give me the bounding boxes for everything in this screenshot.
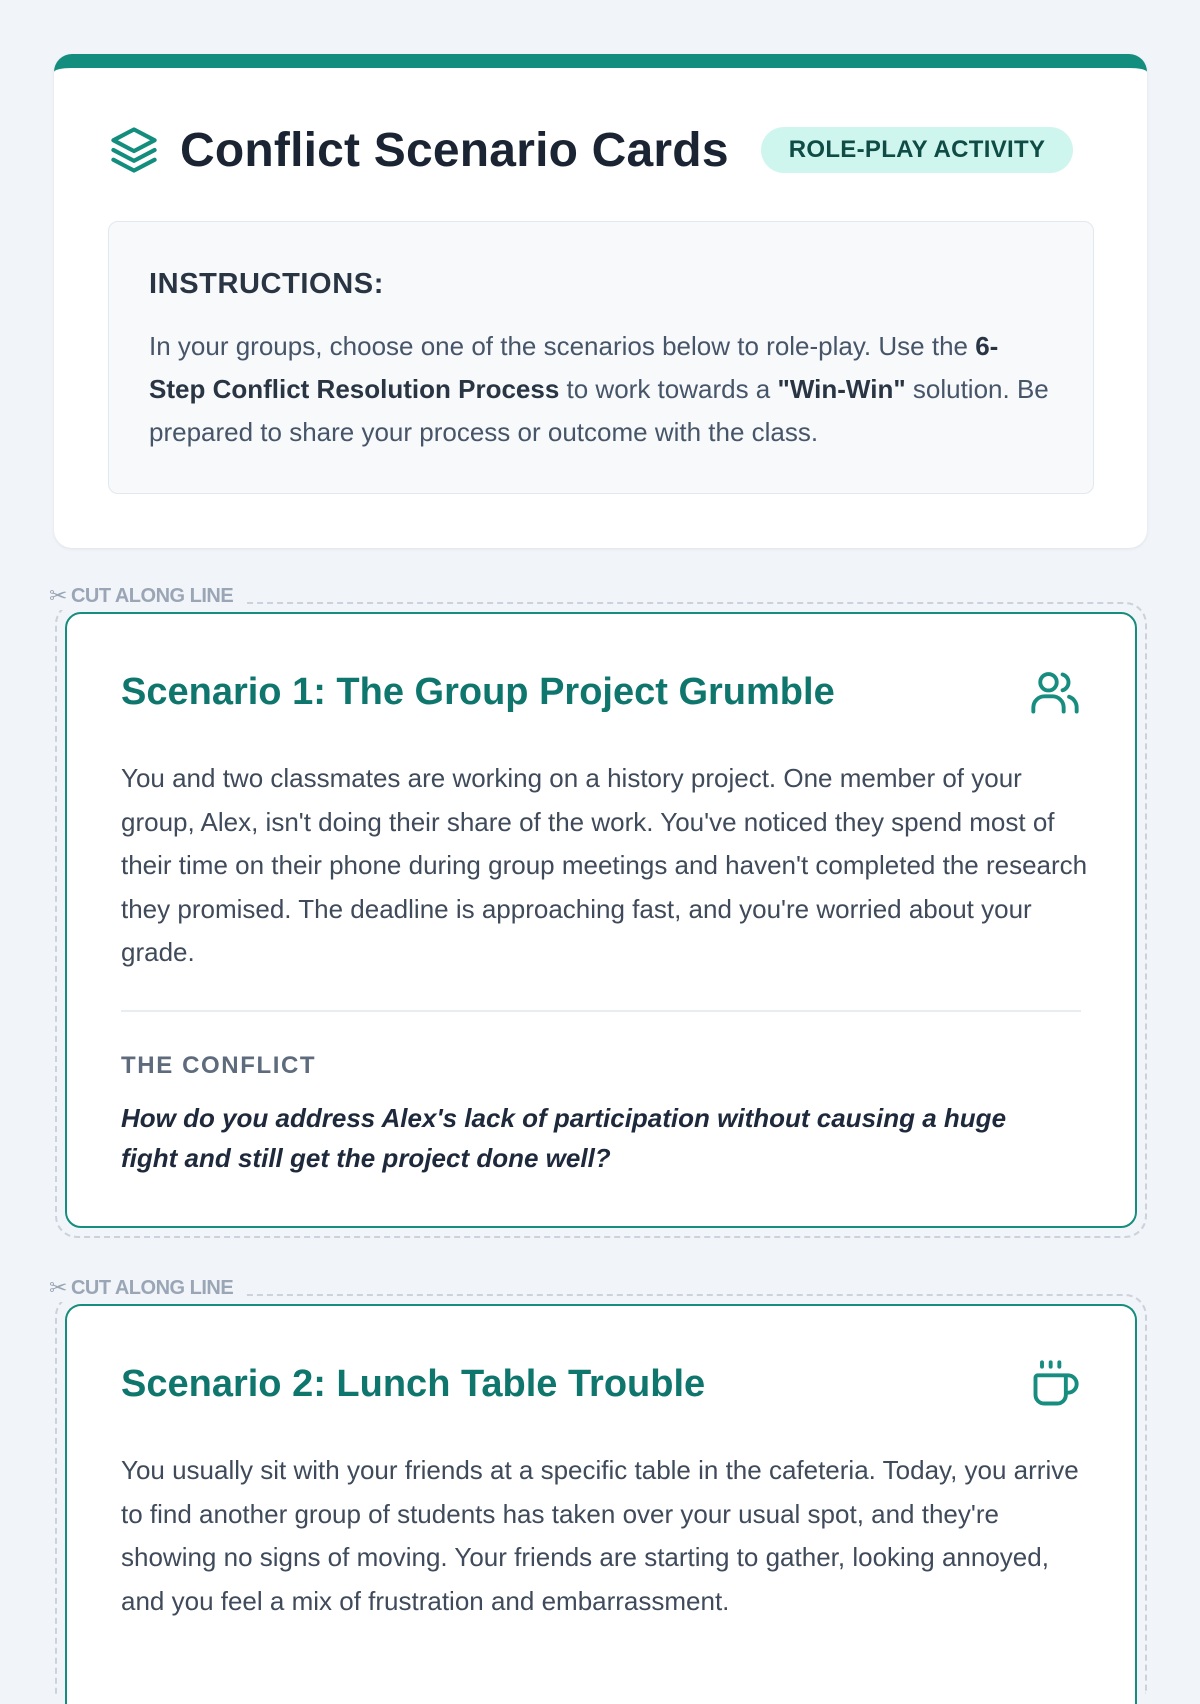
layers-icon (108, 124, 160, 176)
scissors-icon: ✂ (49, 583, 67, 608)
scenario-title: Scenario 1: The Group Project Grumble (121, 670, 835, 713)
card-header (121, 666, 1081, 718)
cut-area-scenario-1 (55, 602, 1147, 1238)
cut-label-text: CUT ALONG LINE (70, 584, 234, 607)
cut-label-text: CUT ALONG LINE (70, 1276, 234, 1299)
scissors-icon: ✂ (49, 1275, 67, 1300)
instructions-heading: INSTRUCTIONS: (149, 268, 384, 300)
instructions-text-part: solution. Be prepared to share your process or outcome with the class. (149, 374, 1049, 447)
header-card (54, 54, 1147, 548)
scenario-body: You and two classmates are working on a history project. One member of your group, Alex, isn't doing their share of the work. You've noticed they spend most of their time on their phone during group meetings and haven't completed the research they promised. The deadline is approaching fast, and you're worried about your grade. (121, 763, 1088, 967)
users-icon (1029, 666, 1081, 718)
instructions-bold-process: 6-Step Conflict Resolution Process (149, 331, 999, 404)
scenario-card-1 (65, 612, 1137, 1228)
page-title: Conflict Scenario Cards (180, 123, 729, 177)
card-header (121, 1358, 1081, 1410)
instructions-box (108, 221, 1094, 494)
conflict-question: How do you address Alex's lack of participation without causing a huge fight and still get the project done well? (121, 1103, 1007, 1173)
cut-area-scenario-2 (55, 1294, 1147, 1694)
conflict-label: THE CONFLICT (121, 1052, 317, 1079)
title-row (108, 120, 1093, 180)
scenario-body: You usually sit with your friends at a specific table in the cafeteria. Today, you arrive to find another group of students has taken over your usual spot, and they're showing no signs of moving. Your friends are starting to gather, looking annoyed, and you feel a mix of frustration and embarrassment. (121, 1455, 1079, 1616)
card-divider (121, 1010, 1081, 1012)
coffee-cup-icon (1029, 1358, 1081, 1410)
cut-along-line-label (37, 1274, 243, 1302)
instructions-bold-win-win: "Win-Win" (777, 374, 906, 404)
cut-along-line-label (37, 582, 243, 610)
instructions-text-part: In your groups, choose one of the scenarios below to role-play. Use the (149, 331, 976, 361)
activity-badge: ROLE-PLAY ACTIVITY (761, 127, 1074, 173)
scenario-title: Scenario 2: Lunch Table Trouble (121, 1362, 706, 1405)
instructions-text-part: to work towards a (559, 374, 778, 404)
scenario-card-2 (65, 1304, 1137, 1704)
instructions-text (149, 325, 1053, 454)
